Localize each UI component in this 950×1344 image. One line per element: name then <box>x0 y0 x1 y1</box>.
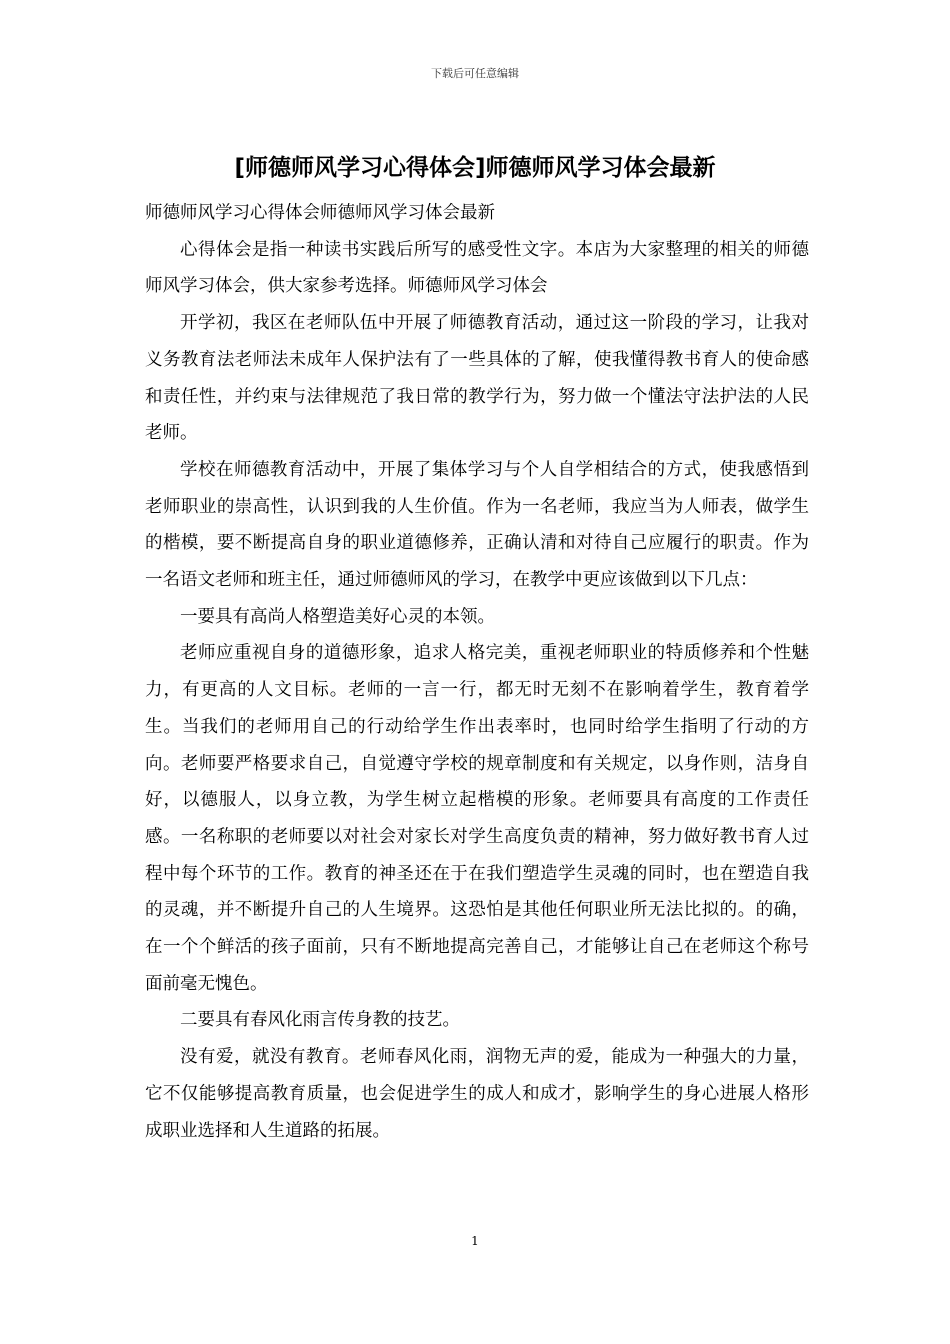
document-title: [师德师风学习心得体会]师德师风学习体会最新 <box>234 155 716 181</box>
body-paragraph: 开学初，我区在老师队伍中开展了师德教育活动，通过这一阶段的学习，让我对义务教育法老师法未成年人保护法有了一些具体的了解，使我懂得教书育人的使命感和责任性，并约束与法律规范了我日常的教学行为，努力做一个懂法守法护法的人民老师。 <box>145 313 809 444</box>
page-header-note: 下载后可任意编辑 <box>431 67 519 80</box>
body-paragraph: 老师应重视自身的道德形象，追求人格完美，重视老师职业的特质修养和个性魅力，有更高的人文目标。老师的一言一行，都无时无刻不在影响着学生，教育着学生。当我们的老师用自己的行动给学生作出表率时，也同时给学生指明了行动的方向。老师要严格要求自己，自觉遵守学校的规章制度和有关规定，以身作则，洁身自好，以德服人，以身立教，为学生树立起楷模的形象。老师要具有高度的工作责任感。一名称职的老师要以对社会对家长对学生高度负责的精神，努力做好教书育人过程中每个环节的工作。教育的神圣还在于在我们塑造学生灵魂的同时，也在塑造自我的灵魂，并不断提升自己的人生境界。这恐怕是其他任何职业所无法比拟的。的确，在一个个鲜活的孩子面前，只有不断地提高完善自己，才能够让自己在老师这个称号面前毫无愧色。 <box>145 643 809 994</box>
body-paragraph: 没有爱，就没有教育。老师春风化雨，润物无声的爱，能成为一种强大的力量，它不仅能够提高教育质量，也会促进学生的成人和成才，影响学生的身心进展人格形成职业选择和人生道路的拓展。 <box>145 1047 809 1141</box>
body-paragraph: 学校在师德教育活动中，开展了集体学习与个人自学相结合的方式，使我感悟到老师职业的崇高性，认识到我的人生价值。作为一名老师，我应当为人师表，做学生的楷模，要不断提高自身的职业道德修养，正确认清和对待自己应履行的职责。作为一名语文老师和班主任，通过师德师风的学习，在教学中更应该做到以下几点： <box>145 459 809 591</box>
section-heading-1: 一要具有高尚人格塑造美好心灵的本领。 <box>180 606 495 627</box>
page-number: 1 <box>471 1234 479 1248</box>
document-body <box>145 195 809 1149</box>
section-heading-2: 二要具有春风化雨言传身教的技艺。 <box>180 1010 460 1031</box>
subtitle-paragraph: 师德师风学习心得体会师德师风学习体会最新 <box>145 203 495 223</box>
body-paragraph: 心得体会是指一种读书实践后所写的感受性文字。本店为大家整理的相关的师德师风学习体会，供大家参考选择。师德师风学习体会 <box>145 239 809 297</box>
